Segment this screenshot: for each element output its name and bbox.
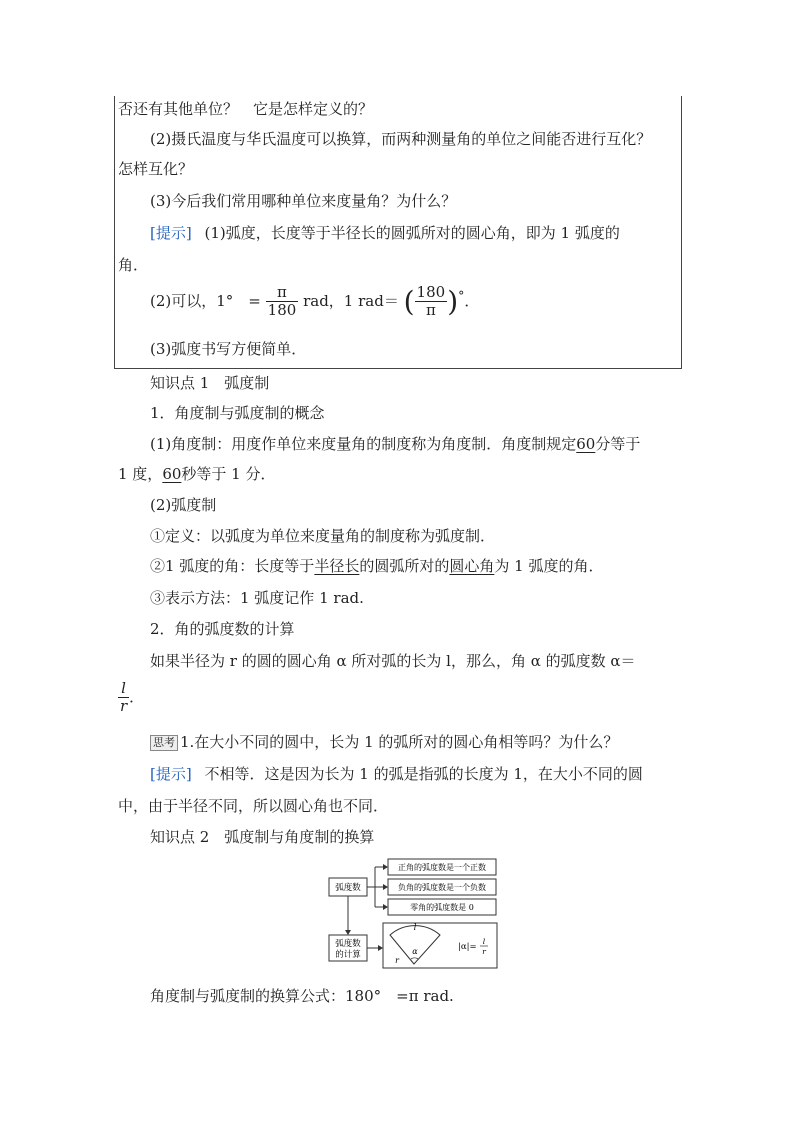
blank-radius-length: 半径长 <box>314 557 360 575</box>
degree-sign: ° <box>458 287 465 303</box>
blank-central-angle: 圆心角 <box>449 557 495 575</box>
fraction-numerator: 180 <box>416 283 446 301</box>
paragraph-degree-system <box>150 433 640 454</box>
hint-2-prefix: (2)可以，1° = <box>150 291 261 310</box>
period: ． <box>129 687 145 706</box>
calc-label-line2: 的计算 <box>335 950 361 960</box>
text: 1.在大小不同的圆中，长为 1 的弧所对的圆心角相等吗？为什么？ <box>180 733 619 751</box>
fraction-denominator: π <box>425 301 436 320</box>
section-1-subtitle: 1．角度制与弧度制的概念 <box>150 404 325 422</box>
text: 的圆弧所对的 <box>359 557 450 575</box>
blank-60-seconds: 60 <box>162 465 182 483</box>
text: 分等于 <box>595 435 641 453</box>
text: ②1 弧度的角：长度等于 <box>150 557 315 575</box>
calc-label-line1: 弧度数 <box>335 939 361 949</box>
sector-box <box>383 923 497 968</box>
fraction-pi-over-180 <box>266 284 299 320</box>
radian-definition: ①定义：以弧度为单位来度量角的制度称为弧度制． <box>150 527 496 545</box>
fraction-denominator: 180 <box>267 301 297 320</box>
fraction-denominator: r <box>120 697 128 716</box>
fraction-numerator: l <box>118 680 129 698</box>
text: 秒等于 1 分． <box>181 465 276 483</box>
text: (1)角度制：用度作单位来度量角的制度称为角度制．角度制规定 <box>150 435 577 453</box>
formula-denominator: r <box>482 947 486 956</box>
one-radian-angle <box>150 555 603 576</box>
hint-1-text: (1)弧度，长度等于半径长的圆弧所对的圆心角，即为 1 弧度的 <box>204 224 620 242</box>
notation-method: ③表示方法：1 弧度记作 1 rad. <box>150 589 364 607</box>
fraction-l-over-r <box>118 680 144 716</box>
box-line1: 否还有其他单位？ 它是怎样定义的？ <box>118 100 374 118</box>
think-hint-line2: 中，由于半径不同，所以圆心角也不同． <box>118 797 389 815</box>
formula-numerator: l <box>482 937 486 946</box>
hint-label: [提示] <box>150 765 192 783</box>
question-2-line2: 怎样互化？ <box>118 160 194 178</box>
paragraph-radian-system: (2)弧度制 <box>150 496 217 514</box>
question-3: (3)今后我们常用哪种单位来度量角？为什么？ <box>150 192 457 210</box>
conversion-formula: 角度制与弧度制的换算公式：180° =π rad. <box>150 987 454 1005</box>
section-1-subtitle-2: 2．角的弧度数的计算 <box>150 620 295 638</box>
branch-negative-label: 负角的弧度数是一个负数 <box>398 883 486 892</box>
right-paren: ) <box>447 284 459 318</box>
radian-concept-diagram <box>327 855 499 970</box>
think-tag: 思考 <box>150 735 178 751</box>
arc-length-label: l <box>413 923 417 932</box>
hint-2-mid: rad，1 rad＝ <box>303 291 399 310</box>
radian-formula-text: 如果半径为 r 的圆的圆心角 α 所对弧的长为 l，那么，角 α 的弧度数 α＝ <box>150 652 636 670</box>
hint-2 <box>150 284 479 320</box>
hint-1-line1 <box>150 222 620 243</box>
text: 不相等．这是因为长为 1 的弧是指弧的长度为 1，在大小不同的圆 <box>204 765 643 783</box>
hint-3: (3)弧度书写方便简单． <box>150 340 307 358</box>
angle-label: α <box>412 947 418 956</box>
section-2-title: 知识点 2 弧度制与角度制的换算 <box>150 828 375 846</box>
branch-positive-label: 正角的弧度数是一个正数 <box>398 863 486 872</box>
text: 1 度， <box>118 465 163 483</box>
hint-label: [提示] <box>150 224 192 242</box>
formula-abs-alpha: |α|= <box>458 942 477 952</box>
hint-1-line2: 角． <box>118 256 149 274</box>
paragraph-degree-system-line2 <box>118 463 276 484</box>
left-paren: ( <box>403 284 415 318</box>
fraction-numerator: π <box>266 284 299 302</box>
hint-2-end: ． <box>464 291 480 310</box>
think-question <box>150 731 618 752</box>
question-2-line1: (2)摄氏温度与华氏温度可以换算，而两种测量角的单位之间能否进行互化？ <box>150 130 652 148</box>
blank-60-minutes: 60 <box>576 435 596 453</box>
branch-zero-label: 零角的弧度数是 0 <box>410 903 474 912</box>
think-hint-line1 <box>150 763 643 784</box>
text: 为 1 弧度的角． <box>494 557 604 575</box>
section-1-title: 知识点 1 弧度制 <box>150 374 270 392</box>
root-label: 弧度数 <box>335 883 361 893</box>
radius-label: r <box>395 956 399 965</box>
fraction <box>118 680 129 716</box>
fraction-180-over-pi <box>415 284 448 320</box>
